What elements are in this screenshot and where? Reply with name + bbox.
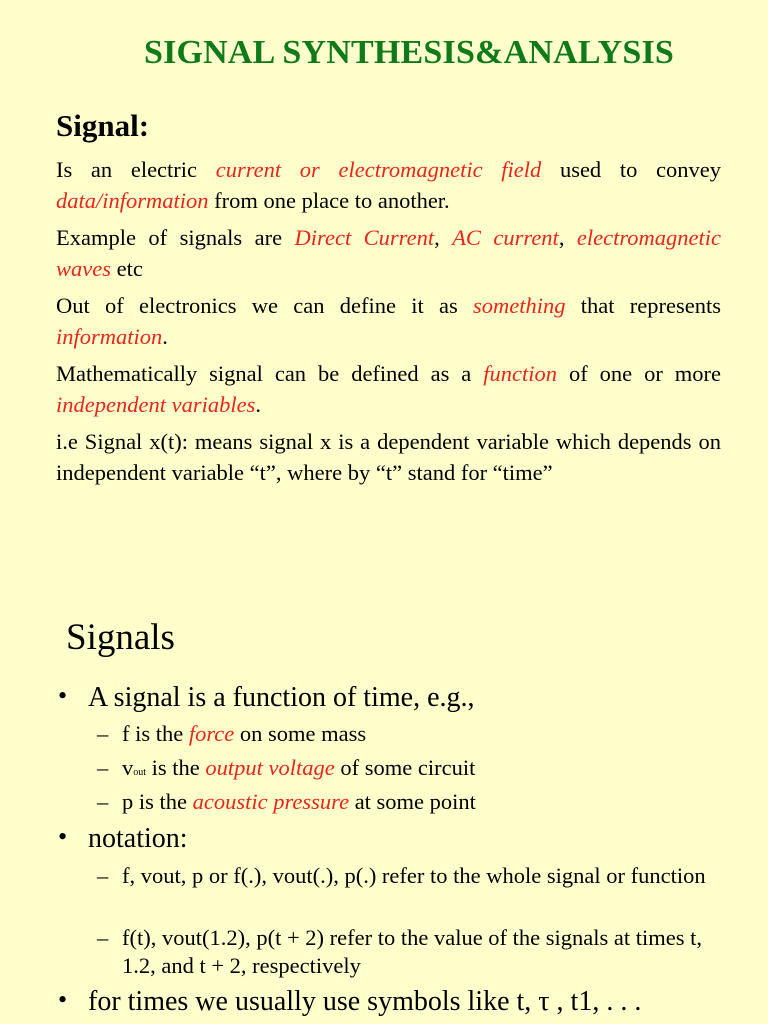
dash-glyph: – [97,925,109,950]
p1-text-c: used to convey [541,157,722,182]
s3-highlight-acoustic-pressure: acoustic pressure [192,789,350,814]
p2-highlight-dc: Direct Current [294,225,435,250]
p4-text-c: of one or more [557,361,721,386]
sub-item-text: f(t), vout(1.2), p(t + 2) refer to the value of the signals at times t, 1.2, and t + 2, respectively [122,925,703,978]
p1-highlight-data: data/information [56,188,209,213]
examples-paragraph [56,222,721,284]
p2-text-c: , [434,225,453,250]
p2-text-e: , [558,225,577,250]
s1-text-a: f is the [122,721,189,746]
bullet-glyph: • [58,681,68,710]
p4-text-a: Mathematically signal can be defined as a [56,361,484,386]
s2-text-e: of some circuit [334,755,476,780]
p2-highlight-ac: AC current [452,225,559,250]
p1-highlight-current-field: current or electromagnetic field [215,157,542,182]
signal-heading: Signal: [56,108,150,143]
s2-text-a: v [122,755,134,780]
slide-title: SIGNAL SYNTHESIS&ANALYSIS [143,34,674,71]
p1-text-e: from one place to another. [208,188,450,213]
p3-highlight-information: information [56,324,163,349]
p2-text-a: Example of signals are [56,225,295,250]
sub-item-text: f, vout, p or f(.), vout(.), p(.) refer to the whole signal or function [122,863,706,888]
p3-text-a: Out of electronics we can define it as [56,293,473,318]
p4-highlight-independent: independent variables [56,392,256,417]
p2-text-g: etc [111,256,143,281]
p3-highlight-something: something [473,293,566,318]
definition-paragraph [56,154,721,216]
s2-text-c: is the [146,755,206,780]
s3-text-a: p is the [122,789,193,814]
s3-text-c: at some point [349,789,476,814]
p3-text-e: . [162,324,168,349]
dash-glyph: – [97,755,109,780]
s1-highlight-force: force [188,721,235,746]
p2-highlight-em-waves: electromagnetic waves [56,225,722,281]
dash-glyph: – [97,863,109,888]
p3-text-c: that represents [565,293,721,318]
s1-text-c: on some mass [234,721,367,746]
bullet-glyph: • [58,822,68,851]
bullet-text: for times we usually use symbols like t, τ , t1, . . . [88,986,642,1017]
p1-text-a: Is an electric [56,157,216,182]
bullet-text: notation: [88,823,188,854]
p4-text-e: . [255,392,261,417]
bullet-text: A signal is a function of time, e.g., [88,682,475,713]
s2-highlight-output-voltage: output voltage [205,755,335,780]
bullet-glyph: • [58,985,68,1014]
s2-subscript-out: out [133,767,147,778]
signals-heading: Signals [66,617,175,658]
electronics-paragraph [56,290,721,352]
math-paragraph [56,358,721,420]
dash-glyph: – [97,721,109,746]
p4-highlight-function: function [483,361,557,386]
dash-glyph: – [97,789,109,814]
xt-paragraph: i.e Signal x(t): means signal x is a dependent variable which depends on independent variable “t”, where by “t” stand for “time” [56,429,721,485]
